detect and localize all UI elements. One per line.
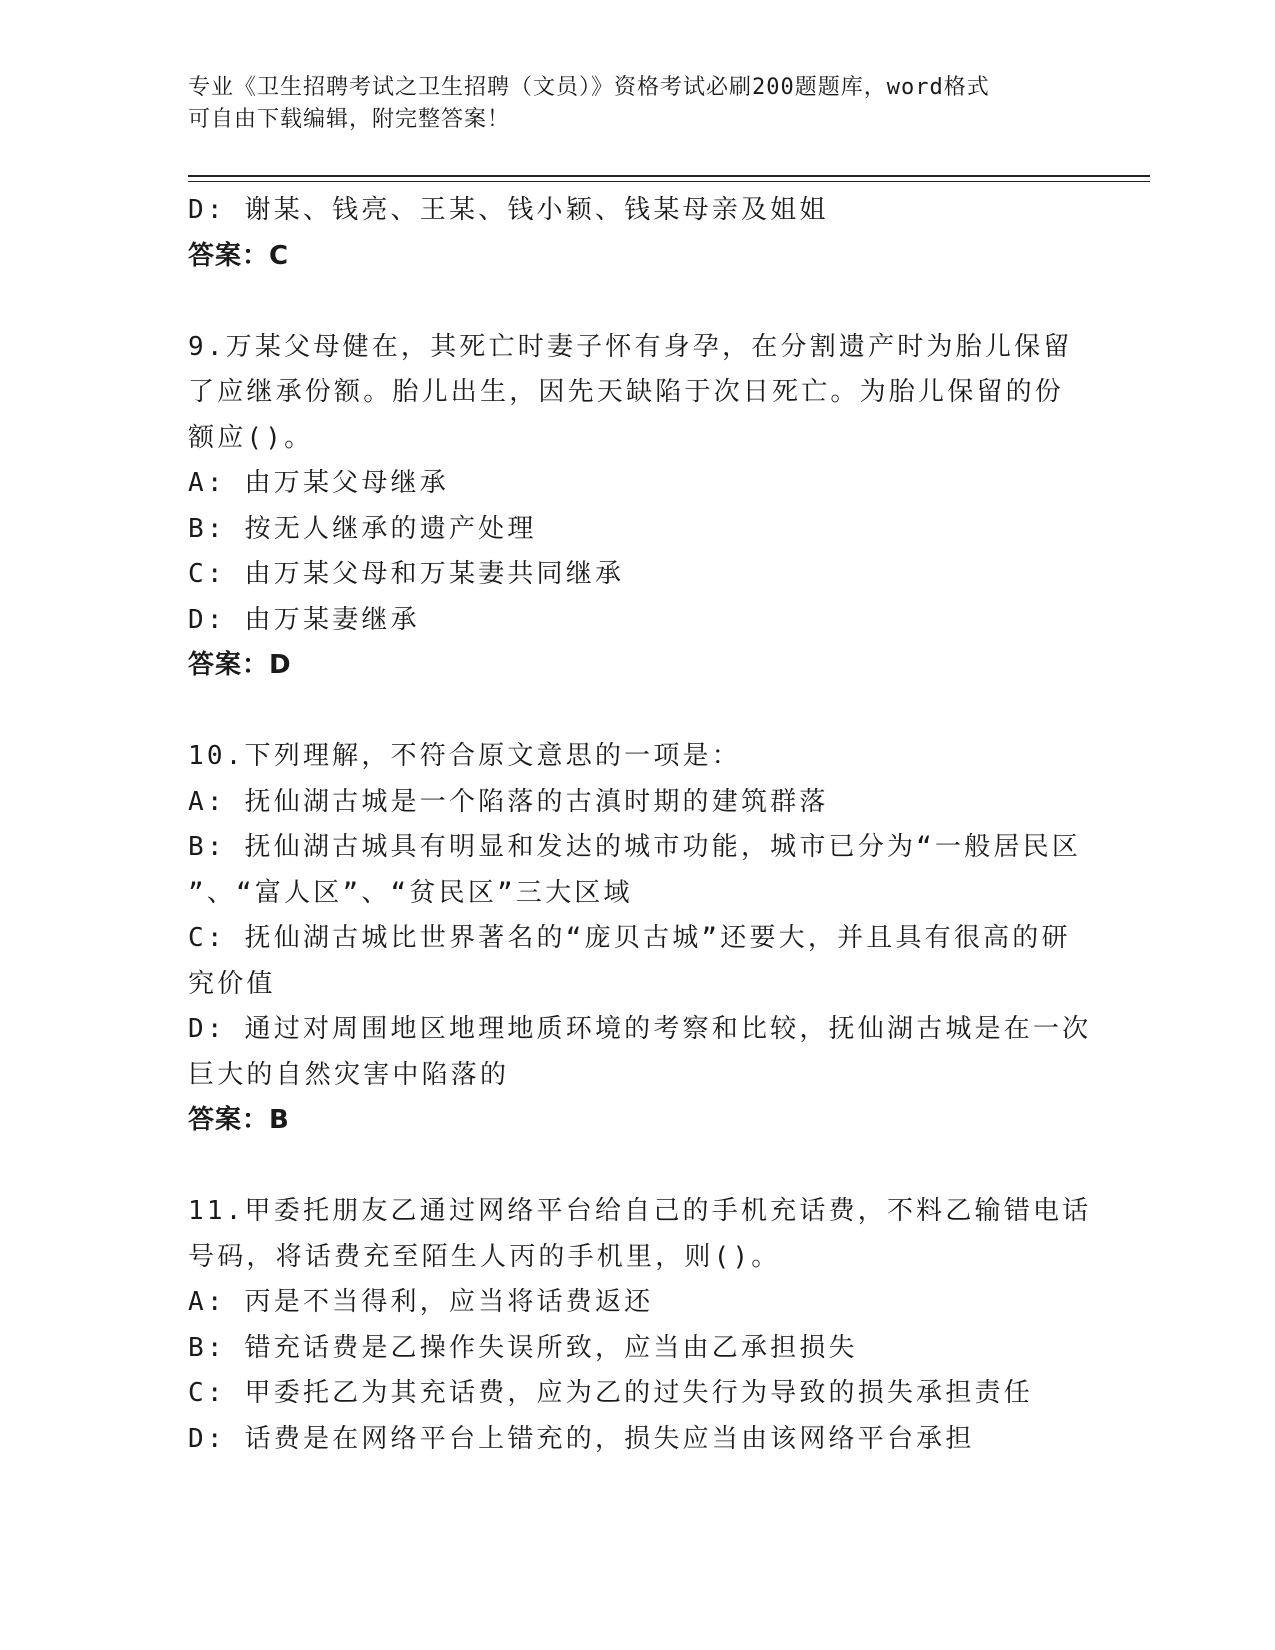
answer-line: 答案：D — [188, 650, 292, 680]
header-divider-thin — [188, 181, 1150, 182]
question-stem-line: 9.万某父母健在，其死亡时妻子怀有身孕，在分割遗产时为胎儿保留 — [188, 331, 1073, 362]
option-d: D: 由万某妻继承 — [188, 604, 420, 635]
question-10 — [188, 734, 1092, 1144]
option-b-continued: ”、“富人区”、“贫民区”三大区域 — [188, 877, 633, 908]
page-header — [188, 72, 1088, 136]
header-line-1: 专业《卫生招聘考试之卫生招聘（文员）》资格考试必刷200题题库，word格式 — [188, 75, 990, 100]
option-c: C: 由万某父母和万某妻共同继承 — [188, 559, 625, 589]
option-c: C: 抚仙湖古城比世界著名的“庞贝古城”还要大，并且具有很高的研 — [188, 923, 1071, 953]
question-stem-line: 10.下列理解，不符合原文意思的一项是： — [188, 741, 741, 771]
header-line-2: 可自由下载编辑，附完整答案！ — [188, 107, 511, 132]
option-d: D: 话费是在网络平台上错充的，损失应当由该网络平台承担 — [188, 1423, 975, 1454]
answer-line: 答案：B — [188, 1105, 290, 1135]
option-b: B: 抚仙湖古城具有明显和发达的城市功能，城市已分为“一般居民区 — [188, 832, 1082, 862]
answer-line: 答案：C — [188, 240, 290, 271]
option-d: D: 通过对周围地区地理地质环境的考察和比较，抚仙湖古城是在一次 — [188, 1014, 1092, 1044]
option-d-continued: 巨大的自然灾害中陷落的 — [188, 1059, 510, 1090]
option-b: B: 错充话费是乙操作失误所致，应当由乙承担损失 — [188, 1332, 858, 1363]
header-divider-thick — [188, 175, 1150, 177]
question-stem-line: 号码，将话费充至陌生人丙的手机里，则()。 — [188, 1241, 781, 1272]
option-c-continued: 究价值 — [188, 968, 276, 999]
option-b: B: 按无人继承的遗产处理 — [188, 513, 537, 544]
question-9 — [188, 325, 1088, 689]
question-stem-line: 11.甲委托朋友乙通过网络平台给自己的手机充话费，不料乙输错电话 — [188, 1196, 1092, 1226]
option-d: D: 谢某、钱亮、王某、钱小颖、钱某母亲及姐姐 — [188, 195, 829, 225]
option-c: C: 甲委托乙为其充话费，应为乙的过失行为导致的损失承担责任 — [188, 1378, 1033, 1408]
question-stem-line: 额应()。 — [188, 422, 314, 453]
spacer — [188, 689, 1088, 735]
option-a: A: 由万某父母继承 — [188, 468, 449, 498]
question-11 — [188, 1189, 1092, 1462]
option-a: A: 丙是不当得利，应当将话费返还 — [188, 1287, 654, 1317]
spacer — [188, 1144, 1088, 1190]
option-a: A: 抚仙湖古城是一个陷落的古滇时期的建筑群落 — [188, 786, 829, 817]
question-8-tail — [188, 188, 1088, 279]
question-list — [188, 188, 1092, 1462]
question-stem-line: 了应继承份额。胎儿出生，因先天缺陷于次日死亡。为胎儿保留的份 — [188, 377, 1065, 407]
spacer — [188, 279, 1088, 325]
